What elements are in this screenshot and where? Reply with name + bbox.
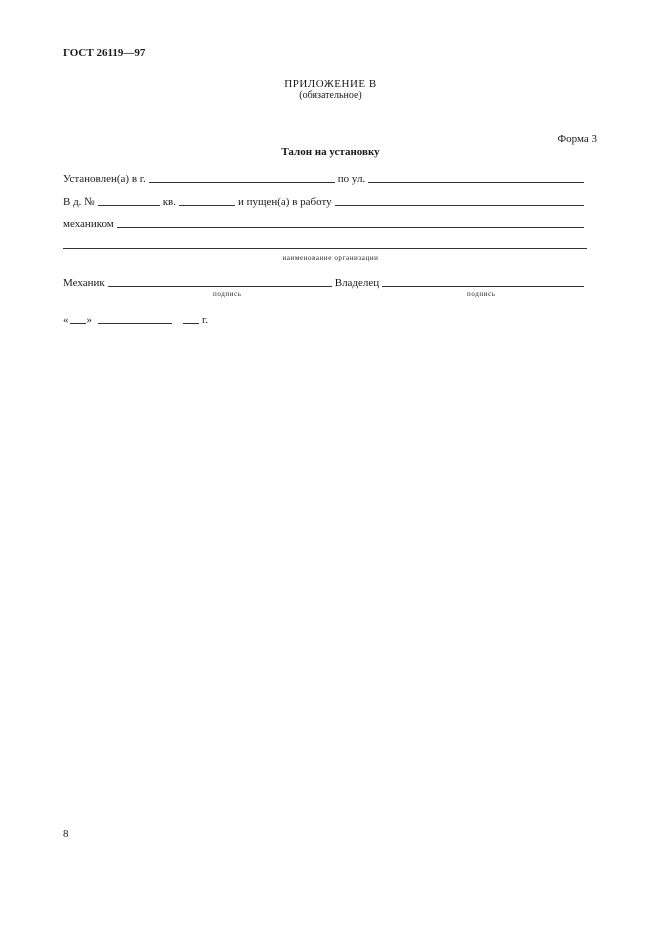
- row-house-apartment: [63, 192, 587, 208]
- field-mechanic-org[interactable]: [117, 216, 584, 228]
- document-standard-header: ГОСТ 26119—97: [63, 47, 146, 59]
- row-installed-location: [63, 169, 587, 185]
- label-installed-in-city: Установлен(а) в г.: [63, 173, 146, 185]
- form-number: Форма 3: [557, 133, 597, 145]
- field-city[interactable]: [149, 171, 335, 183]
- appendix-subtitle: (обязательное): [299, 90, 362, 101]
- row-date: [63, 310, 263, 326]
- label-owner: Владелец: [334, 277, 380, 289]
- label-year-suffix: г.: [202, 314, 209, 326]
- label-street: по ул.: [337, 173, 366, 185]
- date-close-quote: »: [86, 314, 92, 326]
- label-put-into-operation: и пущен(а) в работу: [237, 196, 332, 208]
- appendix-title: ПРИЛОЖЕНИЕ В: [284, 78, 377, 90]
- label-apartment: кв.: [162, 196, 176, 208]
- label-by-mechanic: механиком: [63, 218, 114, 230]
- field-day[interactable]: [70, 312, 86, 324]
- form-title: Талон на установку: [281, 146, 380, 158]
- row-mechanic-org: [63, 214, 587, 230]
- caption-organization-name: наименование организации: [282, 254, 379, 262]
- field-operation-start[interactable]: [335, 194, 584, 206]
- page-number: 8: [63, 828, 69, 840]
- field-street[interactable]: [368, 171, 584, 183]
- row-signatures: [63, 273, 587, 289]
- field-mechanic-signature[interactable]: [108, 275, 332, 287]
- field-owner-signature[interactable]: [382, 275, 584, 287]
- label-house-no: В д. №: [63, 196, 95, 208]
- field-organization-name[interactable]: [63, 248, 587, 249]
- caption-owner-signature: подпись: [467, 290, 496, 298]
- label-mechanic: Механик: [63, 277, 105, 289]
- field-month[interactable]: [98, 312, 172, 324]
- field-apartment[interactable]: [179, 194, 235, 206]
- caption-mechanic-signature: подпись: [213, 290, 242, 298]
- field-year[interactable]: [183, 312, 199, 324]
- field-house-no[interactable]: [98, 194, 160, 206]
- date-open-quote: «: [63, 314, 69, 326]
